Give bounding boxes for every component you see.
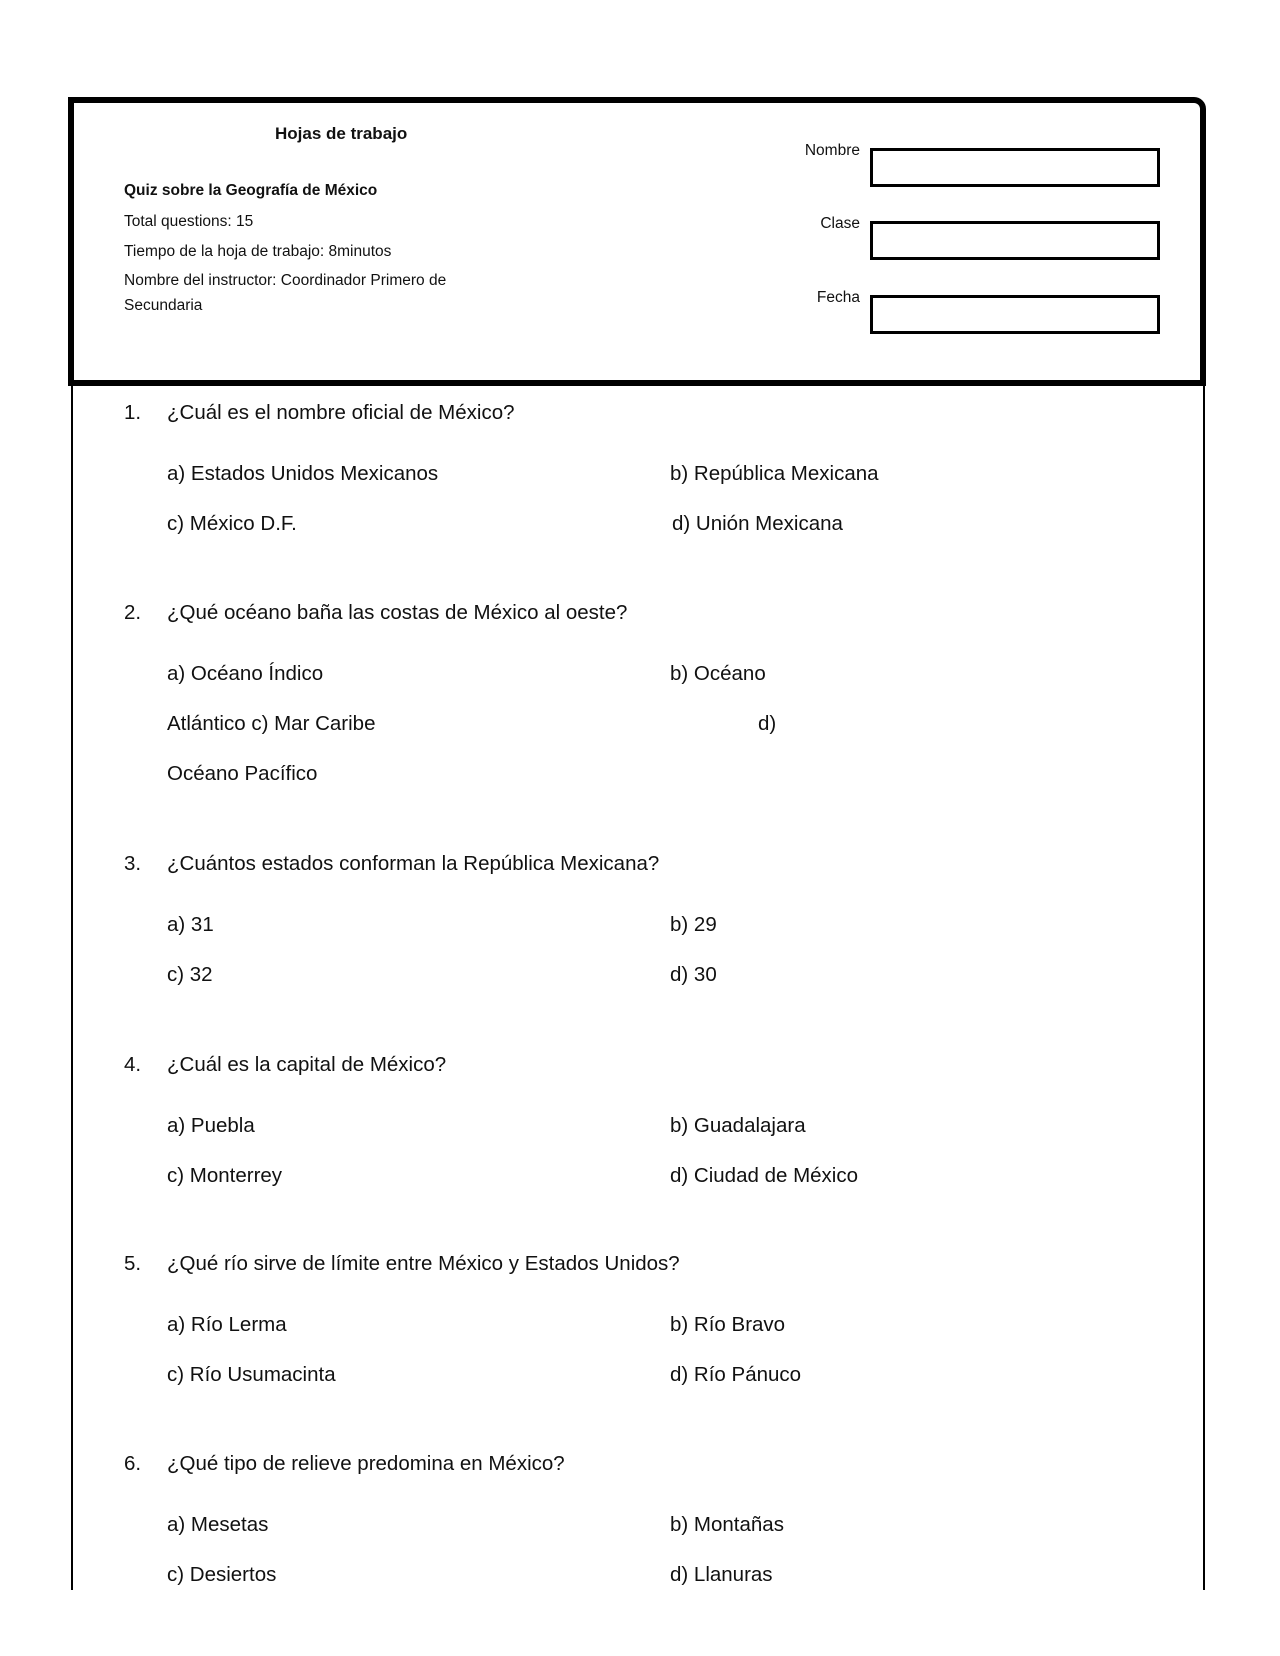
date-field[interactable] [870,295,1160,334]
answer-option[interactable]: d) Llanuras [670,1563,773,1586]
answer-option[interactable]: c) 32 [167,963,213,986]
answer-option[interactable]: d) Río Pánuco [670,1363,802,1386]
answer-option[interactable]: d) [758,712,777,735]
instructor-name: Nombre del instructor: Coordinador Primero de Secundaria [124,272,447,314]
question-text: ¿Qué océano baña las costas de México al oeste? [167,601,628,624]
answer-option[interactable]: b) Océano [670,662,766,685]
question-number: 1. [124,401,142,424]
name-field[interactable] [870,148,1160,187]
answer-option[interactable]: b) Río Bravo [670,1313,786,1336]
answer-option[interactable]: c) Río Usumacinta [167,1363,336,1386]
answer-option[interactable]: d) 30 [670,963,717,986]
right-page-border [1203,386,1205,1590]
question-text: ¿Cuántos estados conforman la República Mexicana? [167,852,660,875]
quiz-title: Quiz sobre la Geografía de México [124,182,378,199]
answer-option[interactable]: a) Río Lerma [167,1313,287,1336]
question-number: 4. [124,1053,142,1076]
class-label: Clase [820,215,860,232]
answer-option[interactable]: a) Estados Unidos Mexicanos [167,462,439,485]
answer-option[interactable]: Océano Pacífico [167,762,318,785]
answer-option[interactable]: c) México D.F. [167,512,297,535]
answer-option[interactable]: b) Montañas [670,1513,784,1536]
worksheet-title: Hojas de trabajo [275,124,408,143]
question-text: ¿Qué tipo de relieve predomina en México? [167,1452,565,1475]
class-field[interactable] [870,221,1160,260]
question-number: 6. [124,1452,142,1475]
question-number: 5. [124,1252,142,1275]
answer-option[interactable]: a) Mesetas [167,1513,269,1536]
answer-option[interactable]: b) 29 [670,913,717,936]
answer-option[interactable]: d) Unión Mexicana [672,512,843,535]
worksheet-time: Tiempo de la hoja de trabajo: 8minutos [124,243,392,260]
name-label: Nombre [804,142,860,159]
answer-option[interactable]: a) Océano Índico [167,662,324,685]
answer-option[interactable]: c) Monterrey [167,1164,283,1187]
total-questions: Total questions: 15 [124,213,254,230]
answer-option[interactable]: b) Guadalajara [670,1114,806,1137]
answer-option[interactable]: b) República Mexicana [670,462,879,485]
left-page-border [71,386,73,1590]
answer-option[interactable]: Atlántico c) Mar Caribe [167,712,376,735]
answer-option[interactable]: a) Puebla [167,1114,255,1137]
question-number: 3. [124,852,142,875]
question-text: ¿Cuál es la capital de México? [167,1053,447,1076]
question-number: 2. [124,601,142,624]
question-text: ¿Qué río sirve de límite entre México y Estados Unidos? [167,1252,680,1275]
answer-option[interactable]: a) 31 [167,913,214,936]
answer-option[interactable]: d) Ciudad de México [670,1164,859,1187]
date-label: Fecha [816,289,860,306]
answer-option[interactable]: c) Desiertos [167,1563,277,1586]
question-text: ¿Cuál es el nombre oficial de México? [167,401,515,424]
